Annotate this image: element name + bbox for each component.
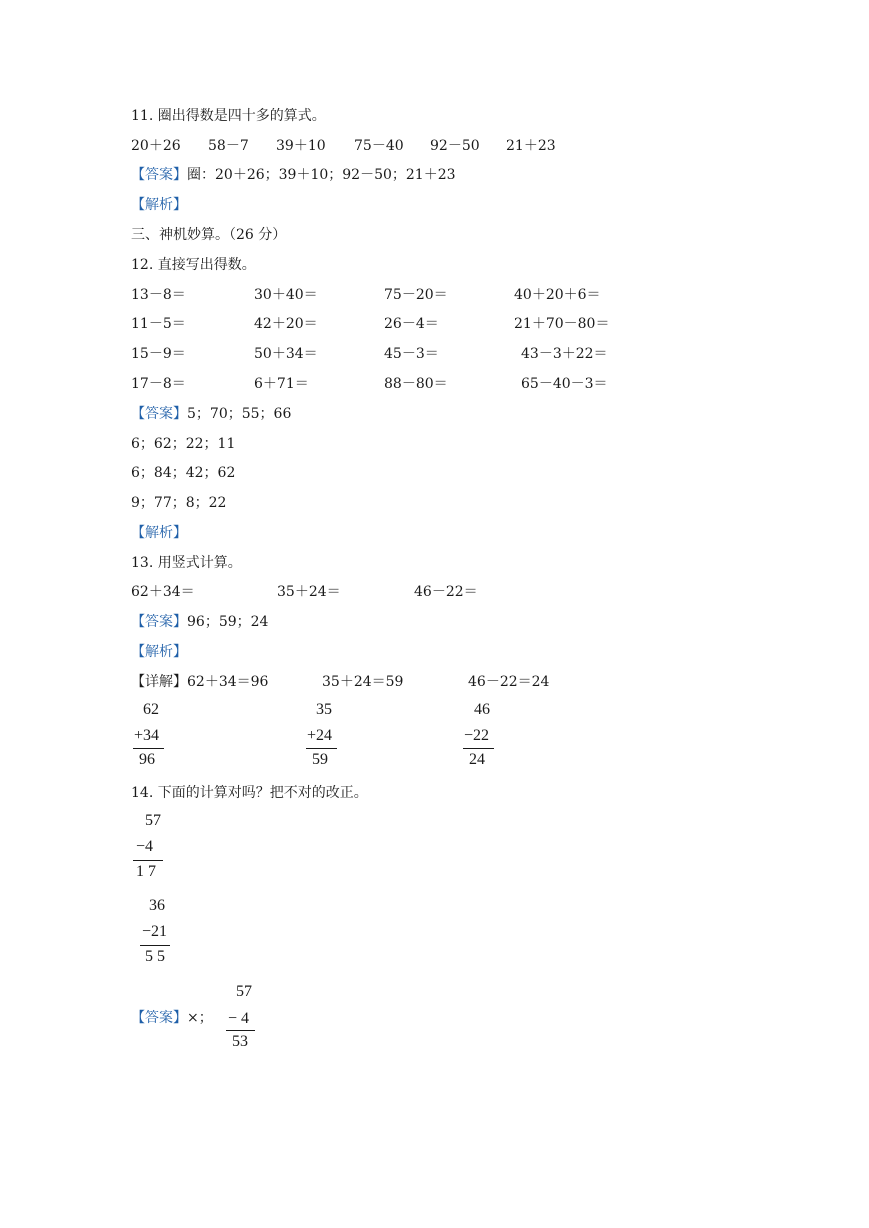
q12-cell: 13－8＝: [131, 287, 186, 303]
q12-answer: [131, 405, 291, 423]
vertical-rule: [140, 945, 170, 946]
vertical-calc-5: [140, 897, 180, 969]
q12-answer-line: 6；62；22；11: [131, 436, 236, 452]
detail-tag: 【详解】: [131, 674, 187, 690]
q12-title: 12. 直接写出得数。: [131, 257, 256, 273]
q12-cell: 43－3＋22＝: [521, 346, 608, 362]
vertical-rule: [226, 1030, 255, 1031]
vertical-top: 36: [149, 897, 165, 914]
q13-item: 35＋24＝: [277, 584, 341, 600]
q12-cell: 26－4＝: [384, 316, 439, 332]
q13-detail-item: 46－22＝24: [468, 674, 550, 690]
vertical-operand: −22: [464, 727, 490, 744]
q13-item: 46－22＝: [414, 584, 478, 600]
answer-text: 圈：20＋26；39＋10；92－50；21＋23: [187, 167, 456, 183]
q11-item-2: 58－7: [208, 138, 249, 154]
vertical-calc-1: [133, 701, 173, 773]
q11-item-3: 39＋10: [276, 138, 326, 154]
q11-item-4: 75－40: [354, 138, 404, 154]
vertical-calc-3: [463, 701, 503, 773]
q12-cell: 30＋40＝: [254, 287, 318, 303]
q13-item: 62＋34＝: [131, 584, 195, 600]
q12-cell: 50＋34＝: [254, 346, 318, 362]
vertical-rule: [306, 748, 337, 749]
q12-cell: 40＋20＋6＝: [514, 287, 601, 303]
answer-tag: 【答案】: [131, 614, 187, 630]
q12-cell: 6＋71＝: [254, 376, 309, 392]
q13-answer: [131, 613, 268, 631]
vertical-operand: − 4: [228, 1010, 250, 1027]
vertical-top: 57: [236, 983, 252, 1000]
vertical-result: 1 7: [136, 863, 156, 880]
vertical-top: 62: [143, 701, 159, 718]
q12-cell: 88－80＝: [384, 376, 448, 392]
q13-detail-item: 35＋24＝59: [322, 674, 404, 690]
q12-answer-line: 9；77；8；22: [131, 495, 227, 511]
q11-item-5: 92－50: [430, 138, 480, 154]
q12-answer-line: 6；84；42；62: [131, 465, 236, 481]
q14-title: 14. 下面的计算对吗？把不对的改正。: [131, 785, 368, 801]
answer-vertical-calc: [226, 983, 266, 1055]
vertical-rule: [133, 748, 164, 749]
q11-analysis-tag: 【解析】: [131, 197, 187, 213]
answer-tag: 【答案】: [131, 1010, 187, 1026]
vertical-result: 53: [232, 1033, 248, 1050]
answer-tag: 【答案】: [131, 406, 187, 422]
q12-analysis-tag: 【解析】: [131, 525, 187, 541]
vertical-top: 46: [474, 701, 490, 718]
vertical-operand: +24: [307, 727, 333, 744]
answer-tag: 【答案】: [131, 167, 187, 183]
q12-cell: 45－3＝: [384, 346, 439, 362]
q13-analysis-tag: 【解析】: [131, 644, 187, 660]
q12-cell: 15－9＝: [131, 346, 186, 362]
vertical-operand: +34: [134, 727, 160, 744]
q12-cell: 75－20＝: [384, 287, 448, 303]
q11-title: 11. 圈出得数是四十多的算式。: [131, 108, 326, 124]
answer-text: 96；59；24: [187, 614, 269, 630]
vertical-result: 5 5: [145, 948, 165, 965]
vertical-result: 24: [469, 751, 485, 768]
q11-item-1: 20＋26: [131, 138, 181, 154]
q12-cell: 21＋70－80＝: [514, 316, 610, 332]
q14-answer: [131, 1009, 213, 1027]
vertical-result: 59: [312, 751, 328, 768]
q12-cell: 65－40－3＝: [521, 376, 608, 392]
section-3-title: 三、神机妙算。（26 分）: [131, 227, 287, 243]
q12-cell: 17－8＝: [131, 376, 186, 392]
q11-answer: [131, 166, 456, 184]
vertical-calc-2: [306, 701, 346, 773]
answer-line: 5；70；55；66: [187, 406, 292, 422]
q13-title: 13. 用竖式计算。: [131, 555, 242, 571]
q13-detail: [131, 673, 268, 691]
vertical-operand: −4: [136, 838, 154, 855]
q12-cell: 11－5＝: [131, 316, 186, 332]
vertical-result: 96: [139, 751, 155, 768]
q12-cell: 42＋20＝: [254, 316, 318, 332]
answer-mark: ×；: [187, 1010, 213, 1026]
detail-item: 62＋34＝96: [187, 674, 269, 690]
vertical-calc-4: [133, 812, 173, 884]
vertical-rule: [463, 748, 494, 749]
vertical-rule: [133, 860, 163, 861]
vertical-top: 35: [316, 701, 332, 718]
vertical-operand: −21: [142, 923, 168, 940]
q11-item-6: 21＋23: [506, 138, 556, 154]
vertical-top: 57: [145, 812, 161, 829]
